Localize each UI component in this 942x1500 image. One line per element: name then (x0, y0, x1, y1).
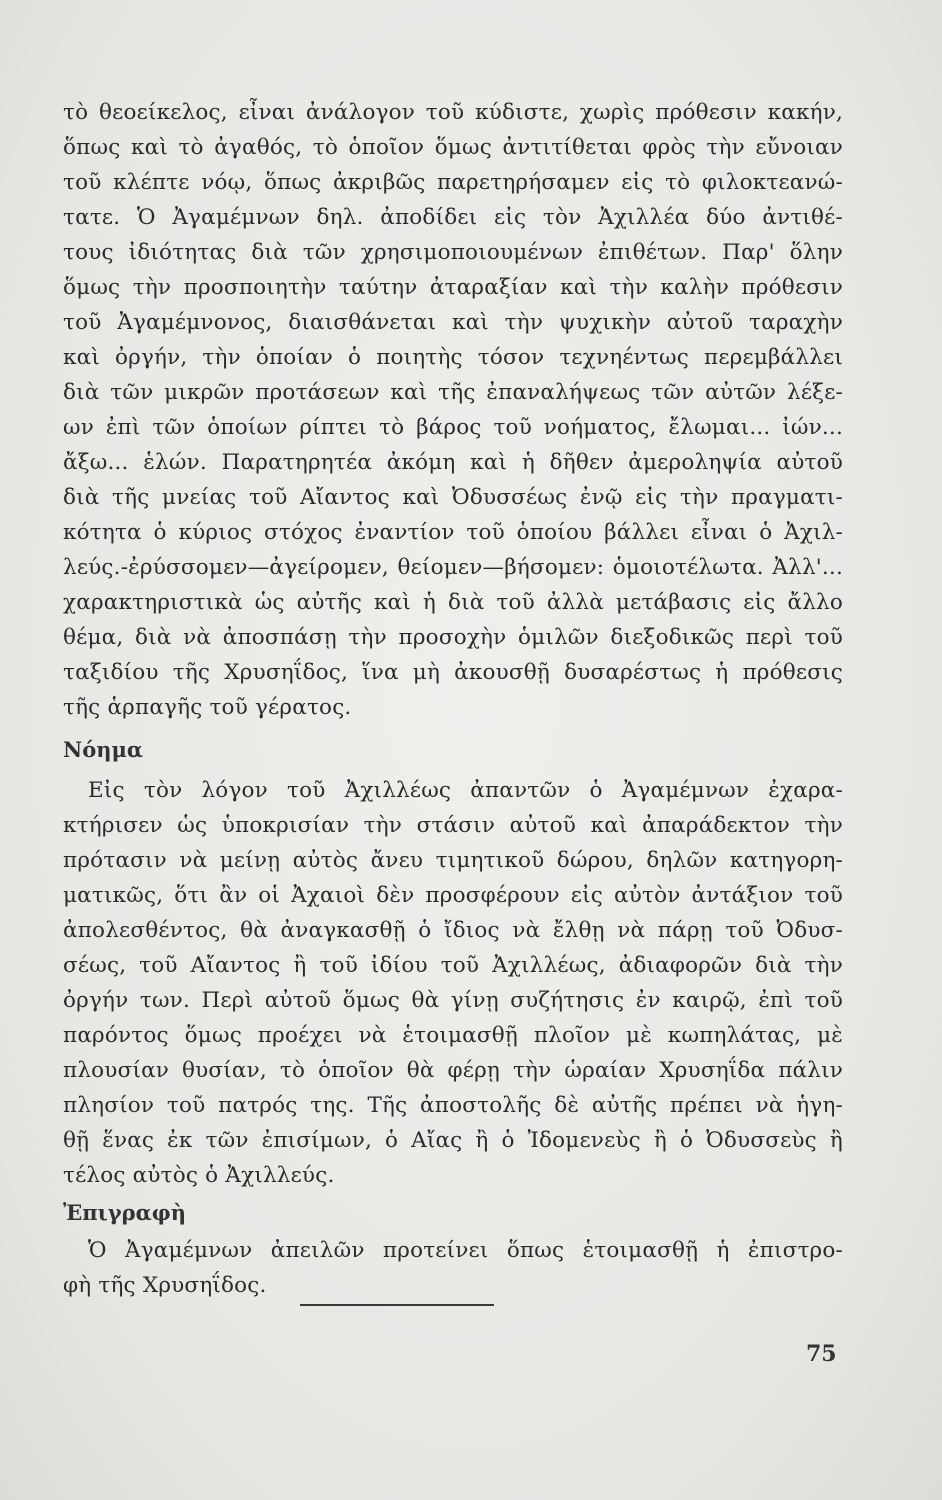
text-line: ὅμως τὴν προσποιητὴν ταύτην ἀταραξίαν καὶ τὴν καλὴν πρόθεσιν (63, 275, 843, 300)
text-line: κότητα ὁ κύριος στόχος ἐναντίον τοῦ ὁποίου βάλλει εἶναι ὁ Ἀχιλ- (63, 520, 843, 545)
text-line: κτήρισεν ὡς ὑποκρισίαν τὴν στάσιν αὐτοῦ καὶ ἀπαράδεκτον τὴν (63, 813, 843, 838)
page-number: 75 (806, 1341, 837, 1367)
text-line: καὶ ὀργήν, τὴν ὁποίαν ὁ ποιητὴς τόσον τεχνηέντως περεμβάλλει (63, 345, 843, 370)
text-line: πρότασιν νὰ μείνῃ αὐτὸς ἄνευ τιμητικοῦ δώρου, δηλῶν κατηγορη- (63, 848, 843, 873)
text-line: πλουσίαν θυσίαν, τὸ ὁποῖον θὰ φέρῃ τὴν ὡραίαν Χρυσηΐδα πάλιν (63, 1058, 843, 1083)
text-line: ἄξω... ἑλών. Παρατηρητέα ἀκόμη καὶ ἡ δῆθεν ἀμεροληψία αὐτοῦ (63, 450, 843, 475)
section-heading-noima: Νόημα (63, 737, 144, 762)
text-line: ὅπως καὶ τὸ ἀγαθός, τὸ ὁποῖον ὅμως ἀντιτίθεται φρὸς τὴν εὔνοιαν (63, 135, 843, 160)
text-line: Ὁ Ἀγαμέμνων ἀπειλῶν προτείνει ὅπως ἑτοιμασθῇ ἡ ἐπιστρο- (88, 1238, 843, 1263)
text-line: παρόντος ὅμως προέχει νὰ ἑτοιμασθῇ πλοῖον μὲ κωπηλάτας, μὲ (63, 1023, 843, 1048)
text-line: διὰ τῶν μικρῶν προτάσεων καὶ τῆς ἐπαναλήψεως τῶν αὐτῶν λέξε- (63, 380, 843, 405)
text-line: λεύς.-ἐρύσσομεν—ἀγείρομεν, θείομεν—βήσομεν: ὁμοιοτέλωτα. Ἀλλ'... (63, 555, 843, 580)
text-line: τοῦ Ἀγαμέμνονος, διαισθάνεται καὶ τὴν ψυχικὴν αὐτοῦ ταραχὴν (63, 310, 843, 335)
text-line: ἀπολεσθέντος, θὰ ἀναγκασθῇ ὁ ἴδιος νὰ ἔλθῃ νὰ πάρῃ τοῦ Ὀδυσ- (63, 918, 843, 943)
text-line: διὰ τῆς μνείας τοῦ Αἴαντος καὶ Ὀδυσσέως ἐνῷ εἰς τὴν πραγματι- (63, 485, 843, 510)
text-line: σέως, τοῦ Αἴαντος ἢ τοῦ ἰδίου τοῦ Ἀχιλλέως, ἀδιαφορῶν διὰ τὴν (63, 953, 843, 978)
text-line: θέμα, διὰ νὰ ἀποσπάσῃ τὴν προσοχὴν ὁμιλῶν διεξοδικῶς περὶ τοῦ (63, 625, 843, 650)
text-line: θῇ ἕνας ἐκ τῶν ἐπισίμων, ὁ Αἴας ἢ ὁ Ἰδομενεὺς ἢ ὁ Ὀδυσσεὺς ἢ (63, 1128, 843, 1153)
text-line: τῆς ἁρπαγῆς τοῦ γέρατος. (63, 695, 352, 720)
text-line: πλησίον τοῦ πατρός της. Τῆς ἀποστολῆς δὲ αὐτῆς πρέπει νὰ ἡγη- (63, 1093, 843, 1118)
text-line: Εἰς τὸν λόγον τοῦ Ἀχιλλέως ἀπαντῶν ὁ Ἀγαμέμνων ἐχαρα- (88, 778, 843, 803)
text-line: τέλος αὐτὸς ὁ Ἀχιλλεύς. (63, 1163, 335, 1188)
text-line: τους ἰδιότητας διὰ τῶν χρησιμοποιουμένων ἐπιθέτων. Παρ' ὅλην (63, 240, 843, 265)
text-line: χαρακτηριστικὰ ὡς αὐτῆς καὶ ἡ διὰ τοῦ ἀλλὰ μετάβασις εἰς ἄλλο (63, 590, 843, 615)
text-line: τατε. Ὁ Ἀγαμέμνων δηλ. ἀποδίδει εἰς τὸν Ἀχιλλέα δύο ἀντιθέ- (63, 205, 843, 230)
text-line: ματικῶς, ὅτι ἂν οἱ Ἀχαιοὶ δὲν προσφέρουν εἰς αὐτὸν ἀντάξιον τοῦ (63, 883, 843, 908)
text-line: τὸ θεοείκελος, εἶναι ἀνάλογον τοῦ κύδιστε, χωρὶς πρόθεσιν κακήν, (63, 100, 843, 125)
text-line: ὀργήν των. Περὶ αὐτοῦ ὅμως θὰ γίνῃ συζήτησις ἐν καιρῷ, ἐπὶ τοῦ (63, 988, 843, 1013)
footnote-divider (300, 1304, 494, 1306)
text-line: ων ἐπὶ τῶν ὁποίων ρίπτει τὸ βάρος τοῦ νοήματος, ἔλωμαι... ἰών... (63, 415, 843, 440)
text-line: ταξιδίου τῆς Χρυσηΐδος, ἵνα μὴ ἀκουσθῇ δυσαρέστως ἡ πρόθεσις (63, 660, 843, 685)
text-line: τοῦ κλέπτε νόῳ, ὅπως ἀκριβῶς παρετηρήσαμεν εἰς τὸ φιλοκτεανώ- (63, 170, 843, 195)
text-line: φὴ τῆς Χρυσηΐδος. (63, 1273, 267, 1298)
section-heading-epigrafi: Ἐπιγραφὴ (63, 1200, 187, 1225)
